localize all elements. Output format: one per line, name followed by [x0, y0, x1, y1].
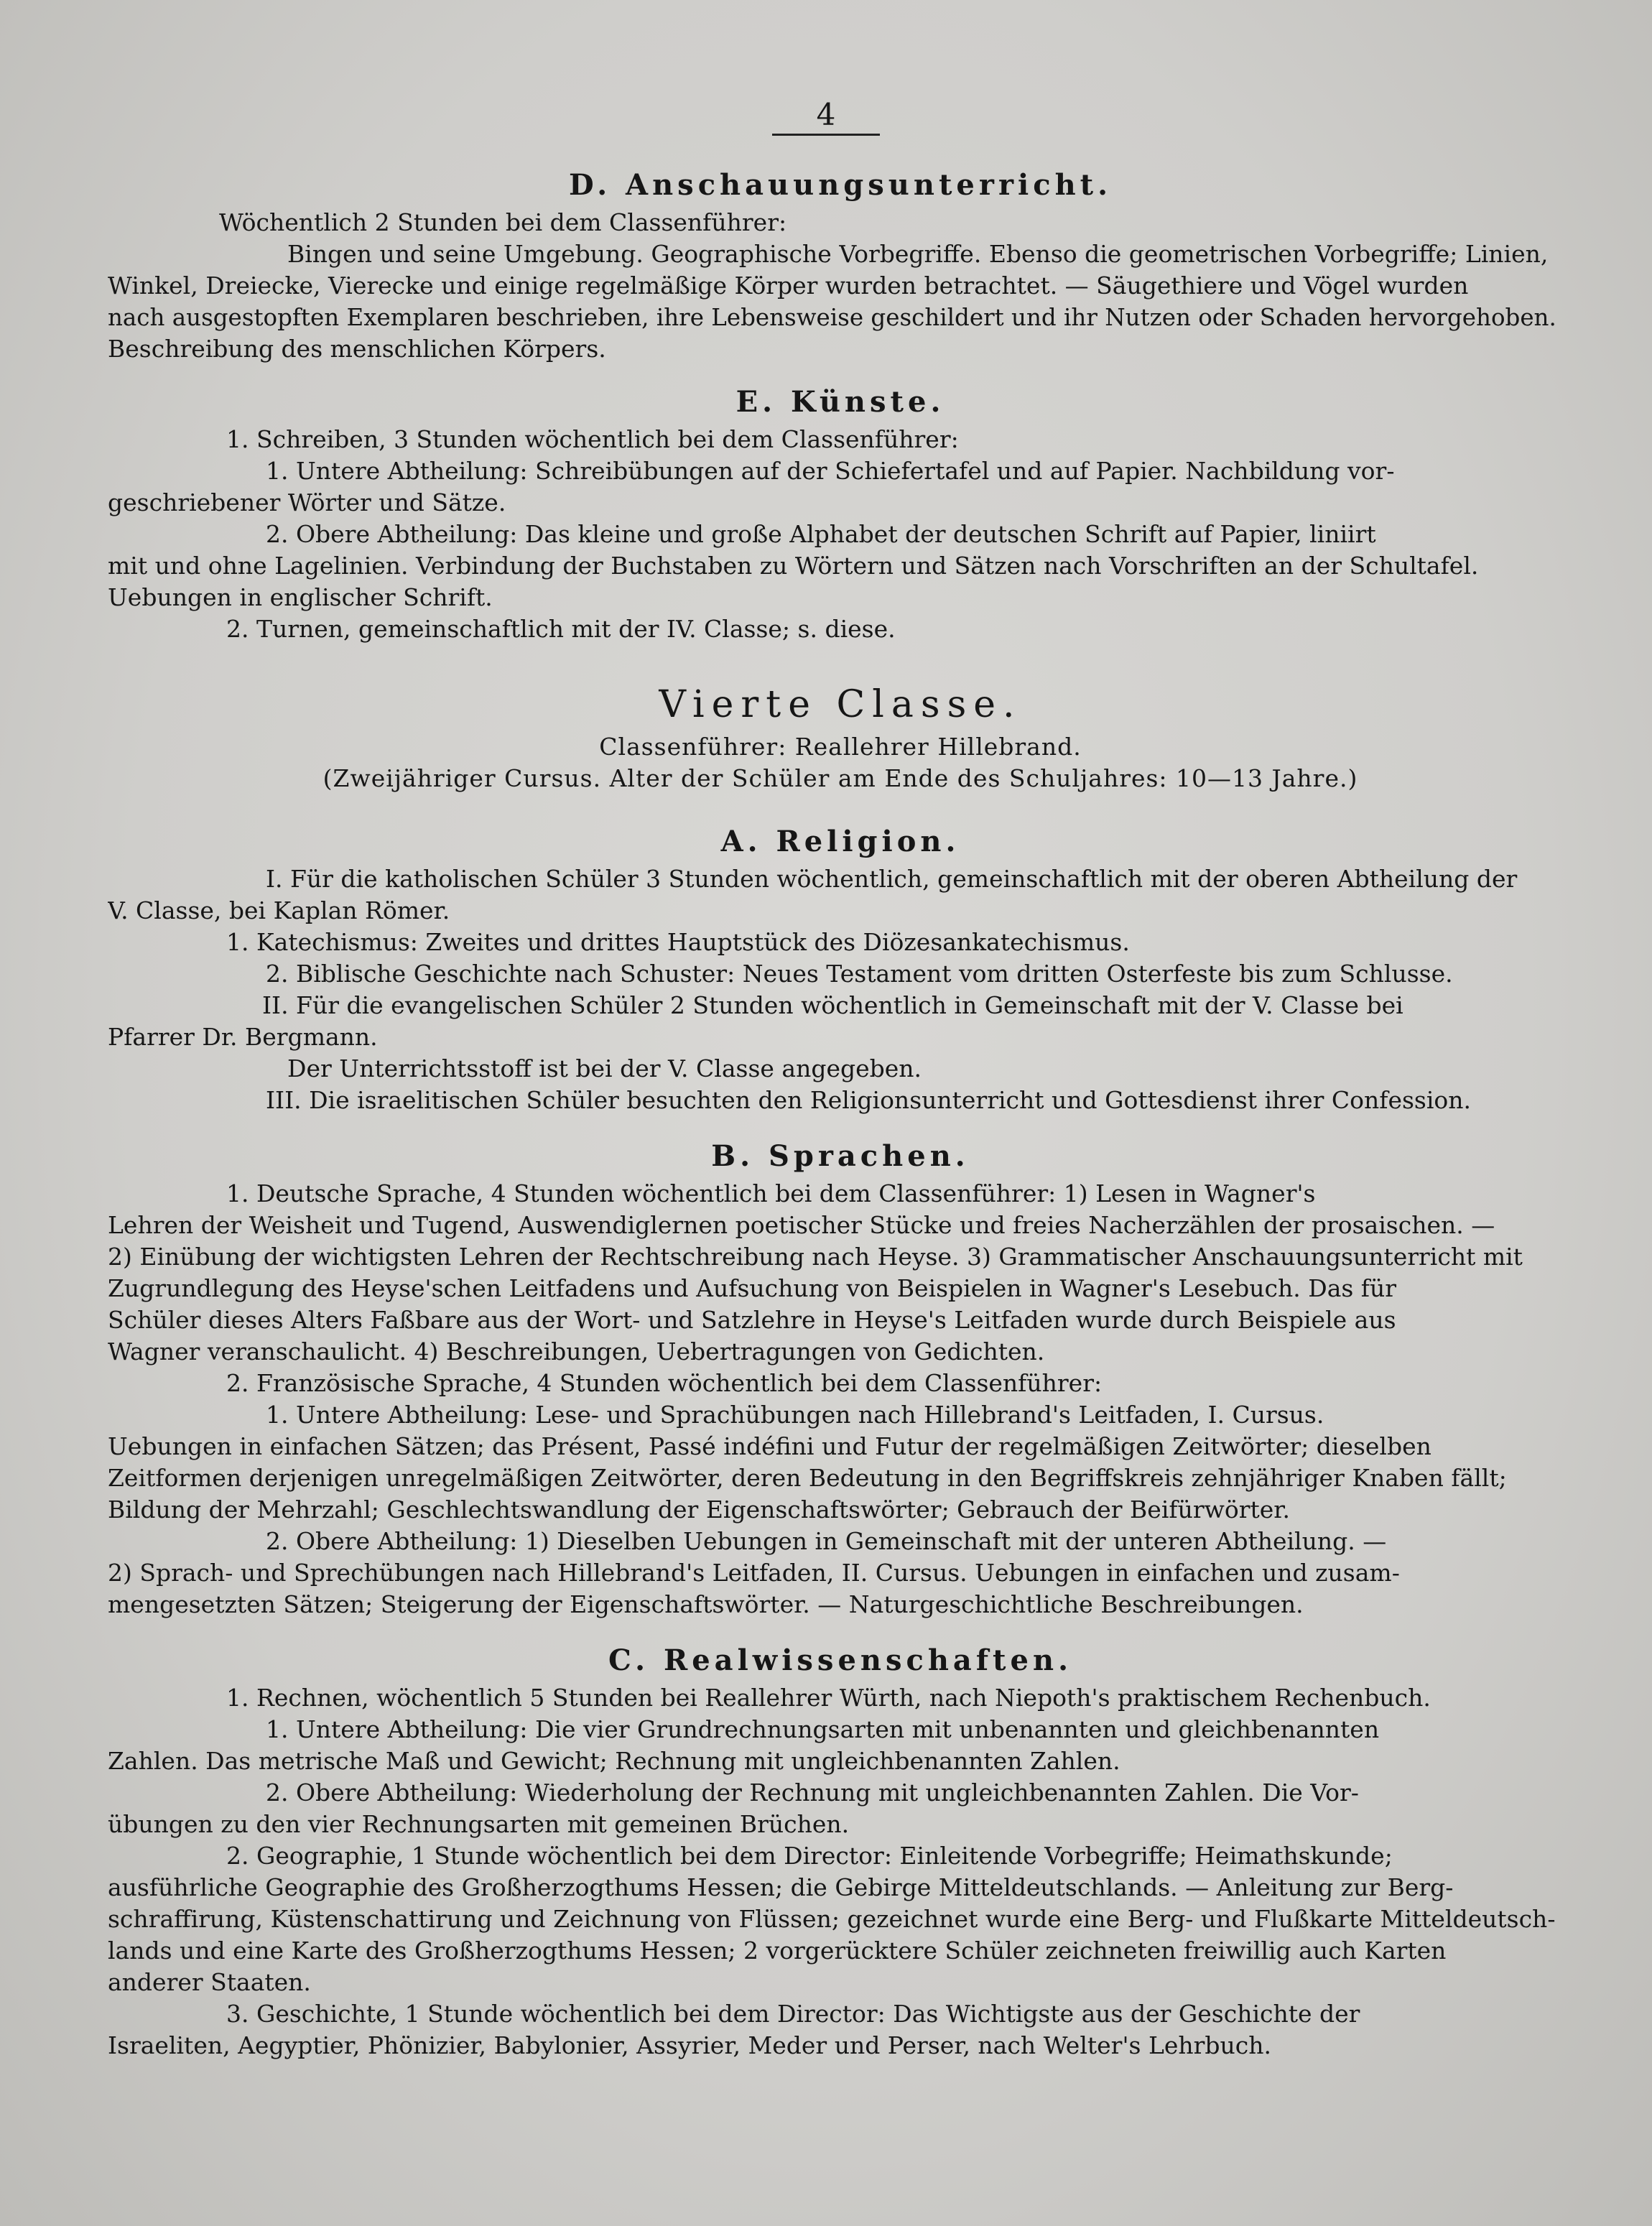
section-d-line: nach ausgestopften Exemplaren beschrieben, ihre Lebensweise geschildert und ihr Nutzen oder Schaden hervorgehoben.	[108, 304, 1556, 331]
section-d-line: Beschreibung des menschlichen Körpers.	[108, 335, 606, 363]
section-c-line: lands und eine Karte des Großherzogthums Hessen; 2 vorgerücktere Schüler zeichneten freiwillig auch Karten	[108, 1937, 1447, 1965]
section-e-line: 1. Untere Abtheilung: Schreibübungen auf der Schiefertafel und auf Papier. Nachbildung vor-	[266, 457, 1395, 485]
section-d-line: Bingen und seine Umgebung. Geographische Vorbegriffe. Ebenso die geometrischen Vorbegriffe; Linien,	[287, 240, 1549, 268]
section-e-line: 2. Turnen, gemeinschaftlich mit der IV. Classe; s. diese.	[226, 615, 896, 643]
section-c-title: C. Realwissenschaften.	[608, 1643, 1072, 1677]
section-a-title: A. Religion.	[720, 825, 960, 858]
section-c-line: 2. Obere Abtheilung: Wiederholung der Rechnung mit ungleichbenannten Zahlen. Die Vor-	[266, 1779, 1359, 1807]
section-a-line: III. Die israelitischen Schüler besuchten den Religionsunterricht und Gottesdienst ihrer Confession.	[266, 1086, 1472, 1114]
section-e-line: geschriebener Wörter und Sätze.	[108, 488, 506, 516]
section-c-line: 1. Untere Abtheilung: Die vier Grundrechnungsarten mit unbenannten und gleichbenannten	[266, 1715, 1380, 1743]
section-e-title: E. Künste.	[735, 385, 945, 419]
section-a-line: 2. Biblische Geschichte nach Schuster: Neues Testament vom dritten Osterfeste bis zum Schlusse.	[266, 960, 1453, 988]
section-c-line: 2. Geographie, 1 Stunde wöchentlich bei dem Director: Einleitende Vorbegriffe; Heimathskunde;	[226, 1842, 1393, 1870]
section-c-line: Zahlen. Das metrische Maß und Gewicht; Rechnung mit ungleichbenannten Zahlen.	[108, 1747, 1120, 1775]
section-b-line: Bildung der Mehrzahl; Geschlechtswandlung der Eigenschaftswörter; Gebrauch der Beifürwörter.	[108, 1495, 1290, 1524]
section-d-line: Winkel, Dreiecke, Vierecke und einige regelmäßige Körper wurden betrachtet. — Säugethiere und Vögel wurden	[108, 272, 1469, 300]
section-b-line: Zeitformen derjenigen unregelmäßigen Zeitwörter, deren Bedeutung in den Begriffskreis zehnjähriger Knaben fällt;	[108, 1464, 1507, 1492]
section-c-line: 3. Geschichte, 1 Stunde wöchentlich bei dem Director: Das Wichtigste aus der Geschichte der	[226, 2000, 1360, 2028]
section-a-line: I. Für die katholischen Schüler 3 Stunden wöchentlich, gemeinschaftlich mit der oberen Abtheilung der	[266, 865, 1518, 893]
section-d-title: D. Anschauungsunterricht.	[568, 168, 1113, 202]
section-a-line: V. Classe, bei Kaplan Römer.	[108, 896, 450, 924]
section-b-line: Zugrundlegung des Heyse'schen Leitfadens und Aufsuchung von Beispielen in Wagner's Lesebuch. Das für	[108, 1274, 1397, 1302]
class-title: Vierte Classe.	[659, 683, 1022, 726]
section-b-line: Wagner veranschaulicht. 4) Beschreibungen, Uebertragungen von Gedichten.	[108, 1337, 1045, 1365]
class-teacher: Classenführer: Reallehrer Hillebrand.	[599, 733, 1082, 761]
section-c-line: Israeliten, Aegyptier, Phönizier, Babylonier, Assyrier, Meder und Perser, nach Welter's Lehrbuch.	[108, 2031, 1272, 2059]
section-c-line: anderer Staaten.	[108, 1968, 311, 1996]
section-e	[108, 381, 1573, 645]
section-e-line: 1. Schreiben, 3 Stunden wöchentlich bei dem Classenführer:	[226, 425, 959, 453]
section-c-line: übungen zu den vier Rechnungsarten mit gemeinen Brüchen.	[108, 1810, 850, 1838]
section-b-line: Uebungen in einfachen Sätzen; das Présent, Passé indéfini und Futur der regelmäßigen Zeitwörter; dieselben	[108, 1432, 1431, 1460]
section-b-line: 2) Einübung der wichtigsten Lehren der Rechtschreibung nach Heyse. 3) Grammatischer Anschauungsunterricht mit	[108, 1243, 1523, 1271]
section-b-line: 1. Deutsche Sprache, 4 Stunden wöchentlich bei dem Classenführer: 1) Lesen in Wagner's	[226, 1179, 1316, 1207]
page-number: 4	[816, 97, 836, 132]
section-e-line: 2. Obere Abtheilung: Das kleine und große Alphabet der deutschen Schrift auf Papier, liniirt	[266, 520, 1376, 548]
section-e-line: Uebungen in englischer Schrift.	[108, 583, 493, 611]
section-d	[108, 164, 1573, 365]
section-a-line: II. Für die evangelischen Schüler 2 Stunden wöchentlich in Gemeinschaft mit der V. Classe bei	[262, 991, 1403, 1019]
section-c-line: 1. Rechnen, wöchentlich 5 Stunden bei Reallehrer Würth, nach Niepoth's praktischem Rechenbuch.	[226, 1684, 1431, 1712]
section-b-line: 2) Sprach- und Sprechübungen nach Hillebrand's Leitfaden, II. Cursus. Uebungen in einfachen und zusam-	[108, 1559, 1400, 1587]
section-a	[108, 820, 1573, 1116]
section-b-line: 2. Obere Abtheilung: 1) Dieselben Uebungen in Gemeinschaft mit der unteren Abtheilung. —	[266, 1527, 1387, 1555]
section-b-line: 1. Untere Abtheilung: Lese- und Sprachübungen nach Hillebrand's Leitfaden, I. Cursus.	[266, 1401, 1324, 1429]
section-a-line: Pfarrer Dr. Bergmann.	[108, 1023, 378, 1051]
section-b-line: 2. Französische Sprache, 4 Stunden wöchentlich bei dem Classenführer:	[226, 1369, 1103, 1397]
section-b-line: Schüler dieses Alters Faßbare aus der Wort- und Satzlehre in Heyse's Leitfaden wurde durch Beispiele aus	[108, 1306, 1396, 1334]
section-a-line: Der Unterrichtsstoff ist bei der V. Classe angegeben.	[287, 1054, 922, 1082]
section-d-line: Wöchentlich 2 Stunden bei dem Classenführer:	[219, 208, 787, 236]
section-c-line: schraffirung, Küstenschattirung und Zeichnung von Flüssen; gezeichnet wurde eine Berg- und Flußkarte Mitteldeutsch-	[108, 1905, 1556, 1933]
class-course: (Zweijähriger Cursus. Alter der Schüler am Ende des Schuljahres: 10—13 Jahre.)	[322, 764, 1358, 792]
section-c	[108, 1639, 1573, 2062]
class-header	[108, 678, 1573, 794]
header-rule	[772, 134, 880, 136]
section-c-line: ausführliche Geographie des Großherzogthums Hessen; die Gebirge Mitteldeutschlands. — Anleitung zur Berg-	[108, 1873, 1454, 1901]
section-a-line: 1. Katechismus: Zweites und drittes Hauptstück des Diözesankatechismus.	[226, 928, 1130, 956]
section-b	[108, 1135, 1573, 1620]
section-b-line: mengesetzten Sätzen; Steigerung der Eigenschaftswörter. — Naturgeschichtliche Beschreibungen.	[108, 1590, 1304, 1618]
section-b-line: Lehren der Weisheit und Tugend, Auswendiglernen poetischer Stücke und freies Nacherzählen der prosaischen. —	[108, 1211, 1495, 1239]
section-e-line: mit und ohne Lagelinien. Verbindung der Buchstaben zu Wörtern und Sätzen nach Vorschriften an der Schultafel.	[108, 552, 1479, 580]
section-b-title: B. Sprachen.	[711, 1139, 970, 1173]
